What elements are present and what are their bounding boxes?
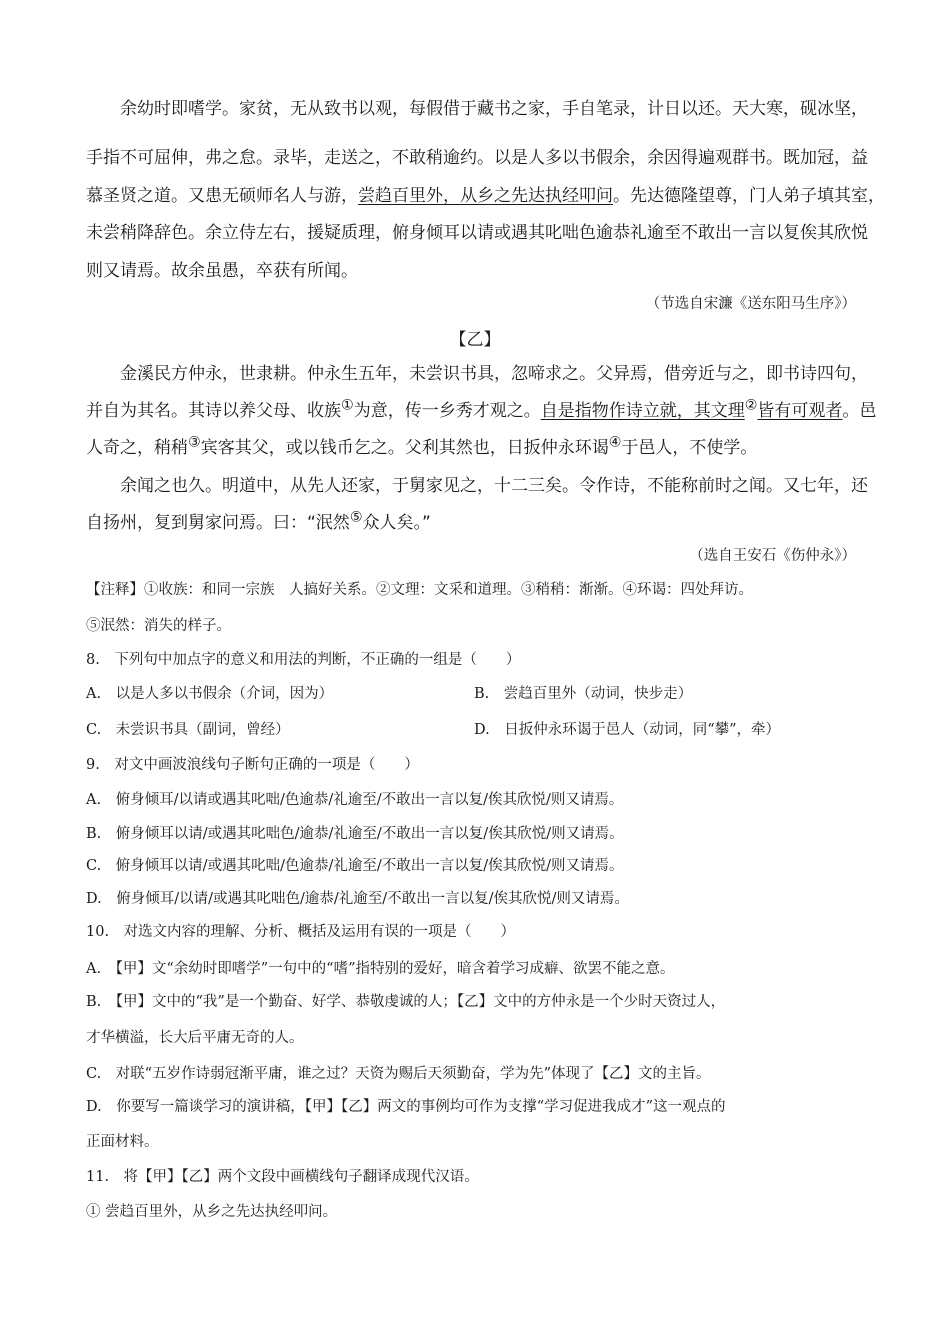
- jia-line-3-tail: 。先达德隆望尊，门人弟子填其室，: [613, 186, 885, 206]
- q10-option-b-line-2: 才华横溢，长大后平庸无奇的人。: [86, 1030, 304, 1046]
- q8-stem: 8. 下列句中加点字的意义和用法的判断，不正确的一组是（ ）: [86, 652, 521, 668]
- yi-line-3-tail: 于邑人，不使学。: [621, 438, 758, 458]
- notes-line-1: 【注释】①收族：和同一宗族 人搞好关系。②文理：文采和道理。③稍稍：渐渐。④环谒：四处拜访。: [86, 582, 753, 598]
- yi-line-3: [86, 433, 757, 458]
- jia-line-2: 手指不可屈伸，弗之怠。录毕，走送之，不敢稍逾约。以是人多以书假余，余因得遍观群书。既加冠，益: [86, 148, 868, 168]
- jia-line-5: 则又请焉。故余虽愚，卒获有所闻。: [86, 261, 358, 281]
- yi-line-2-mid: 为意，传一乡秀才观之。: [353, 401, 541, 421]
- q10-option-a: A. 【甲】文“余幼时即嗜学”一句中的“嗜”指特别的爱好，暗含着学习成癖、欲罢不能之意。: [86, 961, 675, 977]
- yi-underlined-sentence-b: 皆有可观者: [757, 401, 843, 421]
- yi-p2-line-1: 余闻之也久。明道中，从先人还家，于舅家见之，十二三矣。令作诗，不能称前时之闻。又七年，还: [120, 476, 868, 496]
- q11-stem: 11. 将【甲】【乙】两个文段中画横线句子翻译成现代汉语。: [86, 1169, 479, 1185]
- q8-option-c: C. 未尝识书具（副词，曾经）: [86, 722, 290, 738]
- jia-source: （节选自宋濂《送东阳马生序》）: [645, 296, 856, 312]
- q11-item-1: ① 尝趋百里外，从乡之先达执经叩问。: [86, 1204, 338, 1220]
- yi-p2-line-2: [86, 508, 431, 533]
- q9-option-d: D. 俯身倾耳/以请/或遇其叱咄色/逾恭/礼逾至/不敢出一言以复/俟其欣悦/则又请焉。: [86, 891, 629, 907]
- q10-option-c: C. 对联“五岁作诗弱冠渐平庸，谁之过？天资为赐后天须勤奋，学为先”体现了【乙】文的主旨。: [86, 1066, 711, 1082]
- yi-line-1: 金溪民方仲永，世隶耕。仲永生五年，未尝识书具，忽啼求之。父异焉，借旁近与之，即书诗四句，: [120, 364, 868, 384]
- yi-source: （选自王安石《伤仲永》）: [689, 548, 856, 564]
- jia-line-4: 未尝稍降辞色。余立侍左右，援疑质理，俯身倾耳以请或遇其叱咄色逾恭礼逾至不敢出一言以复俟其欣悦: [86, 223, 868, 243]
- q10-option-d-line-1: D. 你要写一篇谈学习的演讲稿，【甲】【乙】两文的事例均可作为支撑“学习促进我成才”这一观点的: [86, 1099, 726, 1115]
- q9-option-a: A. 俯身倾耳/以请或遇其叱咄/色逾恭/礼逾至/不敢出一言以复/俟其欣悦/则又请焉。: [86, 792, 624, 808]
- note-mark-4: ④: [608, 434, 622, 451]
- note-mark-1: ①: [341, 397, 354, 414]
- jia-line-1: 余幼时即嗜学。家贫，无从致书以观，每假借于藏书之家，手自笔录，计日以还。天大寒，砚冰坚，: [120, 99, 868, 119]
- q10-stem: 10. 对选文内容的理解、分析、概括及运用有误的一项是（ ）: [86, 924, 516, 940]
- q9-option-c: C. 俯身倾耳以请/或遇其叱咄/色逾恭/礼逾至/不敢出一言以复/俟其欣悦/则又请焉。: [86, 858, 624, 874]
- q10-option-d-line-2: 正面材料。: [86, 1134, 159, 1150]
- note-mark-3: ③: [188, 434, 201, 451]
- q8-option-d: D. 日扳仲永环谒于邑人（动词，同“攀”，牵）: [474, 722, 781, 738]
- q10-option-b-line-1: B. 【甲】文中的“我”是一个勤奋、好学、恭敬虔诚的人；【乙】文中的方仲永是一个少时天资过人，: [86, 994, 726, 1010]
- q8-option-a: A. 以是人多以书假余（介词，因为）: [86, 686, 334, 702]
- note-mark-5: ⑤: [349, 509, 363, 526]
- q8-option-b: B. 尝趋百里外（动词，快步走）: [474, 686, 693, 702]
- yi-underlined-sentence-a: 自是指物作诗立就，其文理: [540, 401, 745, 421]
- jia-underlined-sentence: 尝趋百里外，从乡之先达执经叩问: [358, 186, 613, 206]
- yi-line-3-mid: 宾客其父，或以钱币乞之。父利其然也，日扳仲永环谒: [200, 438, 609, 458]
- yi-p2-line-2-tail: 众人矣。”: [362, 513, 431, 533]
- q9-stem: 9. 对文中画波浪线句子断句正确的一项是（ ）: [86, 757, 419, 773]
- q9-option-b: B. 俯身倾耳以请/或遇其叱咄色/逾恭/礼逾至/不敢出一言以复/俟其欣悦/则又请焉。: [86, 826, 624, 842]
- jia-line-3: [86, 181, 885, 206]
- yi-line-3-text: 人奇之，稍稍: [86, 438, 188, 458]
- jia-line-3-text: 慕圣贤之道。又患无硕师名人与游，: [86, 186, 358, 206]
- yi-line-2-text: 并自为其名。其诗以养父母、收族: [86, 401, 341, 421]
- notes-line-2: ⑤泯然：消失的样子。: [86, 618, 231, 634]
- yi-line-2: [86, 396, 876, 421]
- note-mark-2: ②: [744, 397, 758, 414]
- yi-line-2-tail: 。邑: [842, 401, 877, 421]
- yi-heading: 【乙】: [449, 330, 501, 350]
- yi-p2-line-2-text: 自扬州，复到舅家问焉。曰：“泯然: [86, 513, 350, 533]
